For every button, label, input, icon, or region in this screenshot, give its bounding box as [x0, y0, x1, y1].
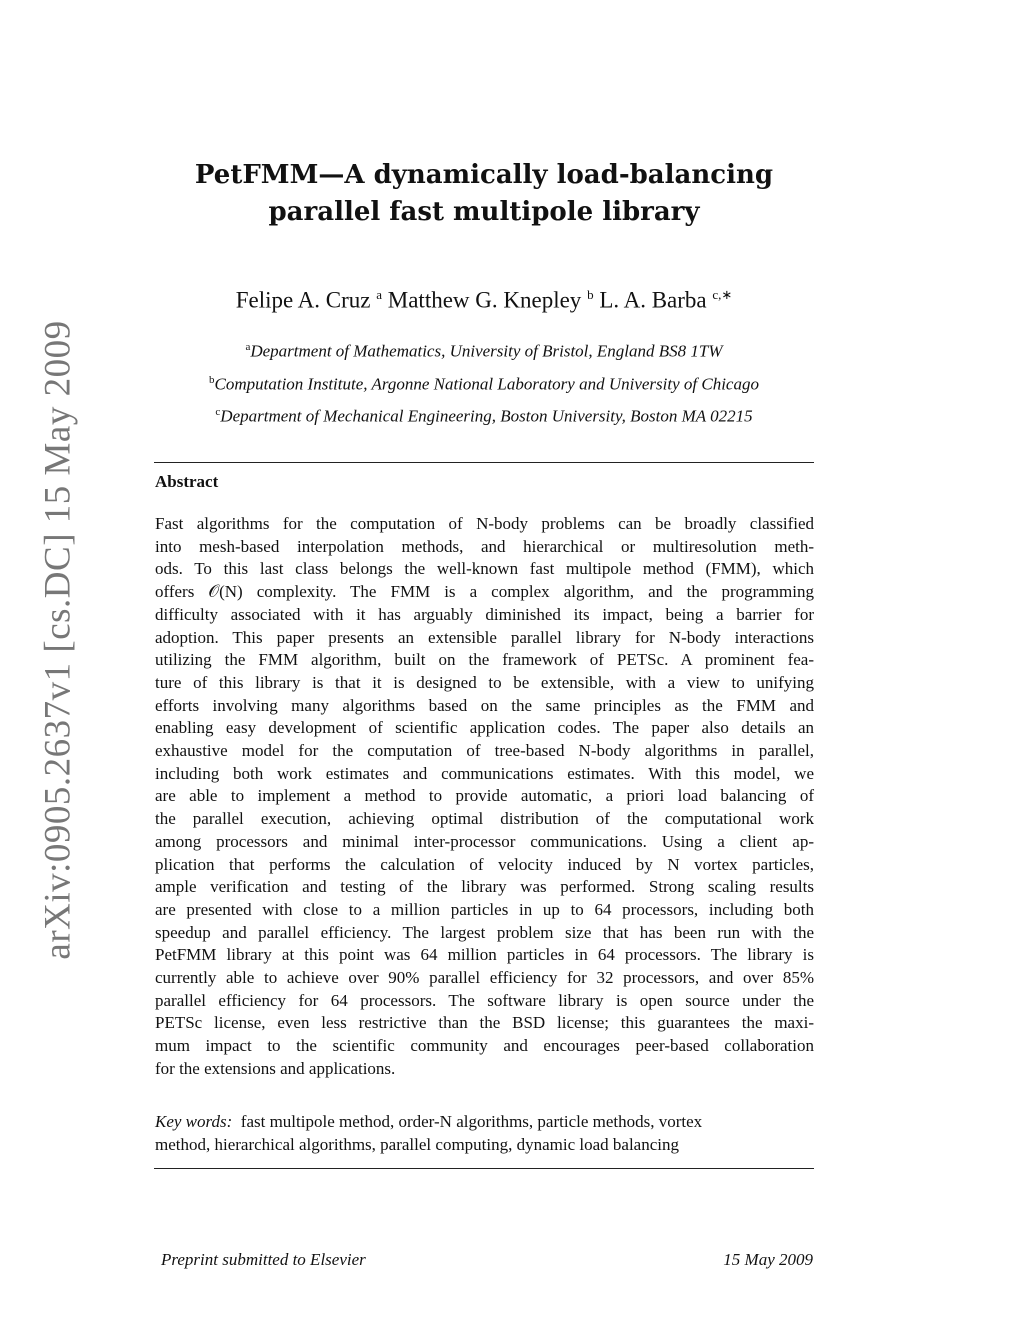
abstract-line: plication that performs the calculation of velocity induced by N vortex particles,: [155, 854, 814, 874]
affiliation-text: Department of Mathematics, University of Bristol, England BS8 1TW: [250, 341, 723, 361]
abstract-line: offers 𝒪(N) complexity. The FMM is a complex algorithm, and the programming: [155, 582, 814, 602]
affiliation-mark: a: [245, 341, 251, 353]
author-affiliation-mark: b: [587, 287, 594, 302]
keywords-text: fast multipole method, order-N algorithms, particle methods, vortex: [240, 1112, 703, 1131]
affiliation: [150, 366, 818, 399]
title-line-1: PetFMM—A dynamically load-balancing: [194, 160, 774, 190]
abstract-line: are able to implement a method to provide automatic, a priori load balancing of: [155, 786, 814, 806]
affiliation-text: Department of Mechanical Engineering, Boston University, Boston MA 02215: [220, 406, 753, 426]
abstract-line: speedup and parallel efficiency. The largest problem size that has been run with the: [155, 922, 814, 942]
affiliation: [150, 333, 818, 366]
author-affiliation-mark: c,∗: [712, 287, 733, 302]
abstract-heading: Abstract: [155, 472, 219, 491]
abstract-line: currently able to achieve over 90% parallel efficiency for 32 processors, and over 85%: [155, 968, 814, 988]
abstract-line: ods. To this last class belongs the well-known fast multipole method (FMM), which: [155, 559, 814, 579]
abstract-line: among processors and minimal inter-processor communications. Using a client ap-: [155, 831, 814, 851]
abstract-line: ample verification and testing of the library was performed. Strong scaling results: [155, 877, 814, 897]
abstract-line: PetFMM library at this point was 64 million particles in 64 processors. The library is: [155, 945, 814, 965]
abstract-line: Fast algorithms for the computation of N-body problems can be broadly classified: [155, 514, 814, 533]
abstract-line: the parallel execution, achieving optimal distribution of the computational work: [155, 809, 814, 829]
author-affiliation-mark: a: [376, 287, 383, 302]
affiliation: [150, 398, 818, 431]
keywords-line-2: method, hierarchical algorithms, parallel computing, dynamic load balancing: [155, 1134, 679, 1154]
abstract-body: [155, 513, 814, 1081]
affiliation-text: Computation Institute, Argonne National Laboratory and University of Chicago: [214, 374, 759, 394]
author-list: [150, 287, 818, 314]
abstract-line: into mesh-based interpolation methods, and hierarchical or multiresolution meth-: [155, 536, 814, 556]
paper-title: [150, 157, 818, 231]
keywords-line-1: [155, 1111, 814, 1134]
affiliation-mark: c: [215, 406, 221, 419]
abstract-line: efforts involving many algorithms based on the same principles as the FMM and: [155, 695, 814, 715]
affiliation-list: [150, 333, 818, 431]
abstract-line: enabling easy development of scientific application codes. The paper also details an: [155, 718, 814, 738]
preprint-date: 15 May 2009: [723, 1250, 813, 1269]
author-name: Felipe A. Cruz: [235, 287, 371, 313]
abstract-line: utilizing the FMM algorithm, built on the framework of PETSc. A prominent fea-: [155, 650, 814, 670]
abstract-line: exhaustive model for the computation of tree-based N-body algorithms in parallel,: [155, 741, 814, 761]
keywords: [155, 1111, 814, 1156]
author-name: L. A. Barba: [599, 287, 707, 313]
arxiv-stamp: arXiv:0905.2637v1 [cs.DC] 15 May 2009: [37, 320, 79, 960]
abstract-top-rule: [154, 462, 814, 463]
abstract-line: PETSc license, even less restrictive than the BSD license; this guarantees the maxi-: [155, 1013, 814, 1033]
abstract-line: are presented with close to a million particles in up to 64 processors, including both: [155, 899, 814, 919]
abstract-bottom-rule: [154, 1168, 814, 1169]
abstract-line: mum impact to the scientific community and encourages peer-based collaboration: [155, 1036, 814, 1056]
abstract-line: including both work estimates and communications estimates. With this model, we: [155, 763, 814, 783]
abstract-line: parallel efficiency for 64 processors. The software library is open source under the: [155, 990, 814, 1010]
title-line-2: parallel fast multipole library: [268, 197, 700, 227]
preprint-note: Preprint submitted to Elsevier: [161, 1250, 366, 1269]
author-name: Matthew G. Knepley: [387, 287, 582, 313]
keywords-label: Key words:: [155, 1112, 233, 1131]
abstract-line: difficulty associated with it has arguably diminished its impact, being a barrier for: [155, 604, 814, 624]
abstract-line: adoption. This paper presents an extensible parallel library for N-body interactions: [155, 627, 814, 647]
abstract-line: for the extensions and applications.: [155, 1058, 396, 1078]
affiliation-mark: b: [209, 373, 215, 386]
abstract-line: ture of this library is that it is designed to be extensible, with a view to unifying: [155, 672, 814, 692]
